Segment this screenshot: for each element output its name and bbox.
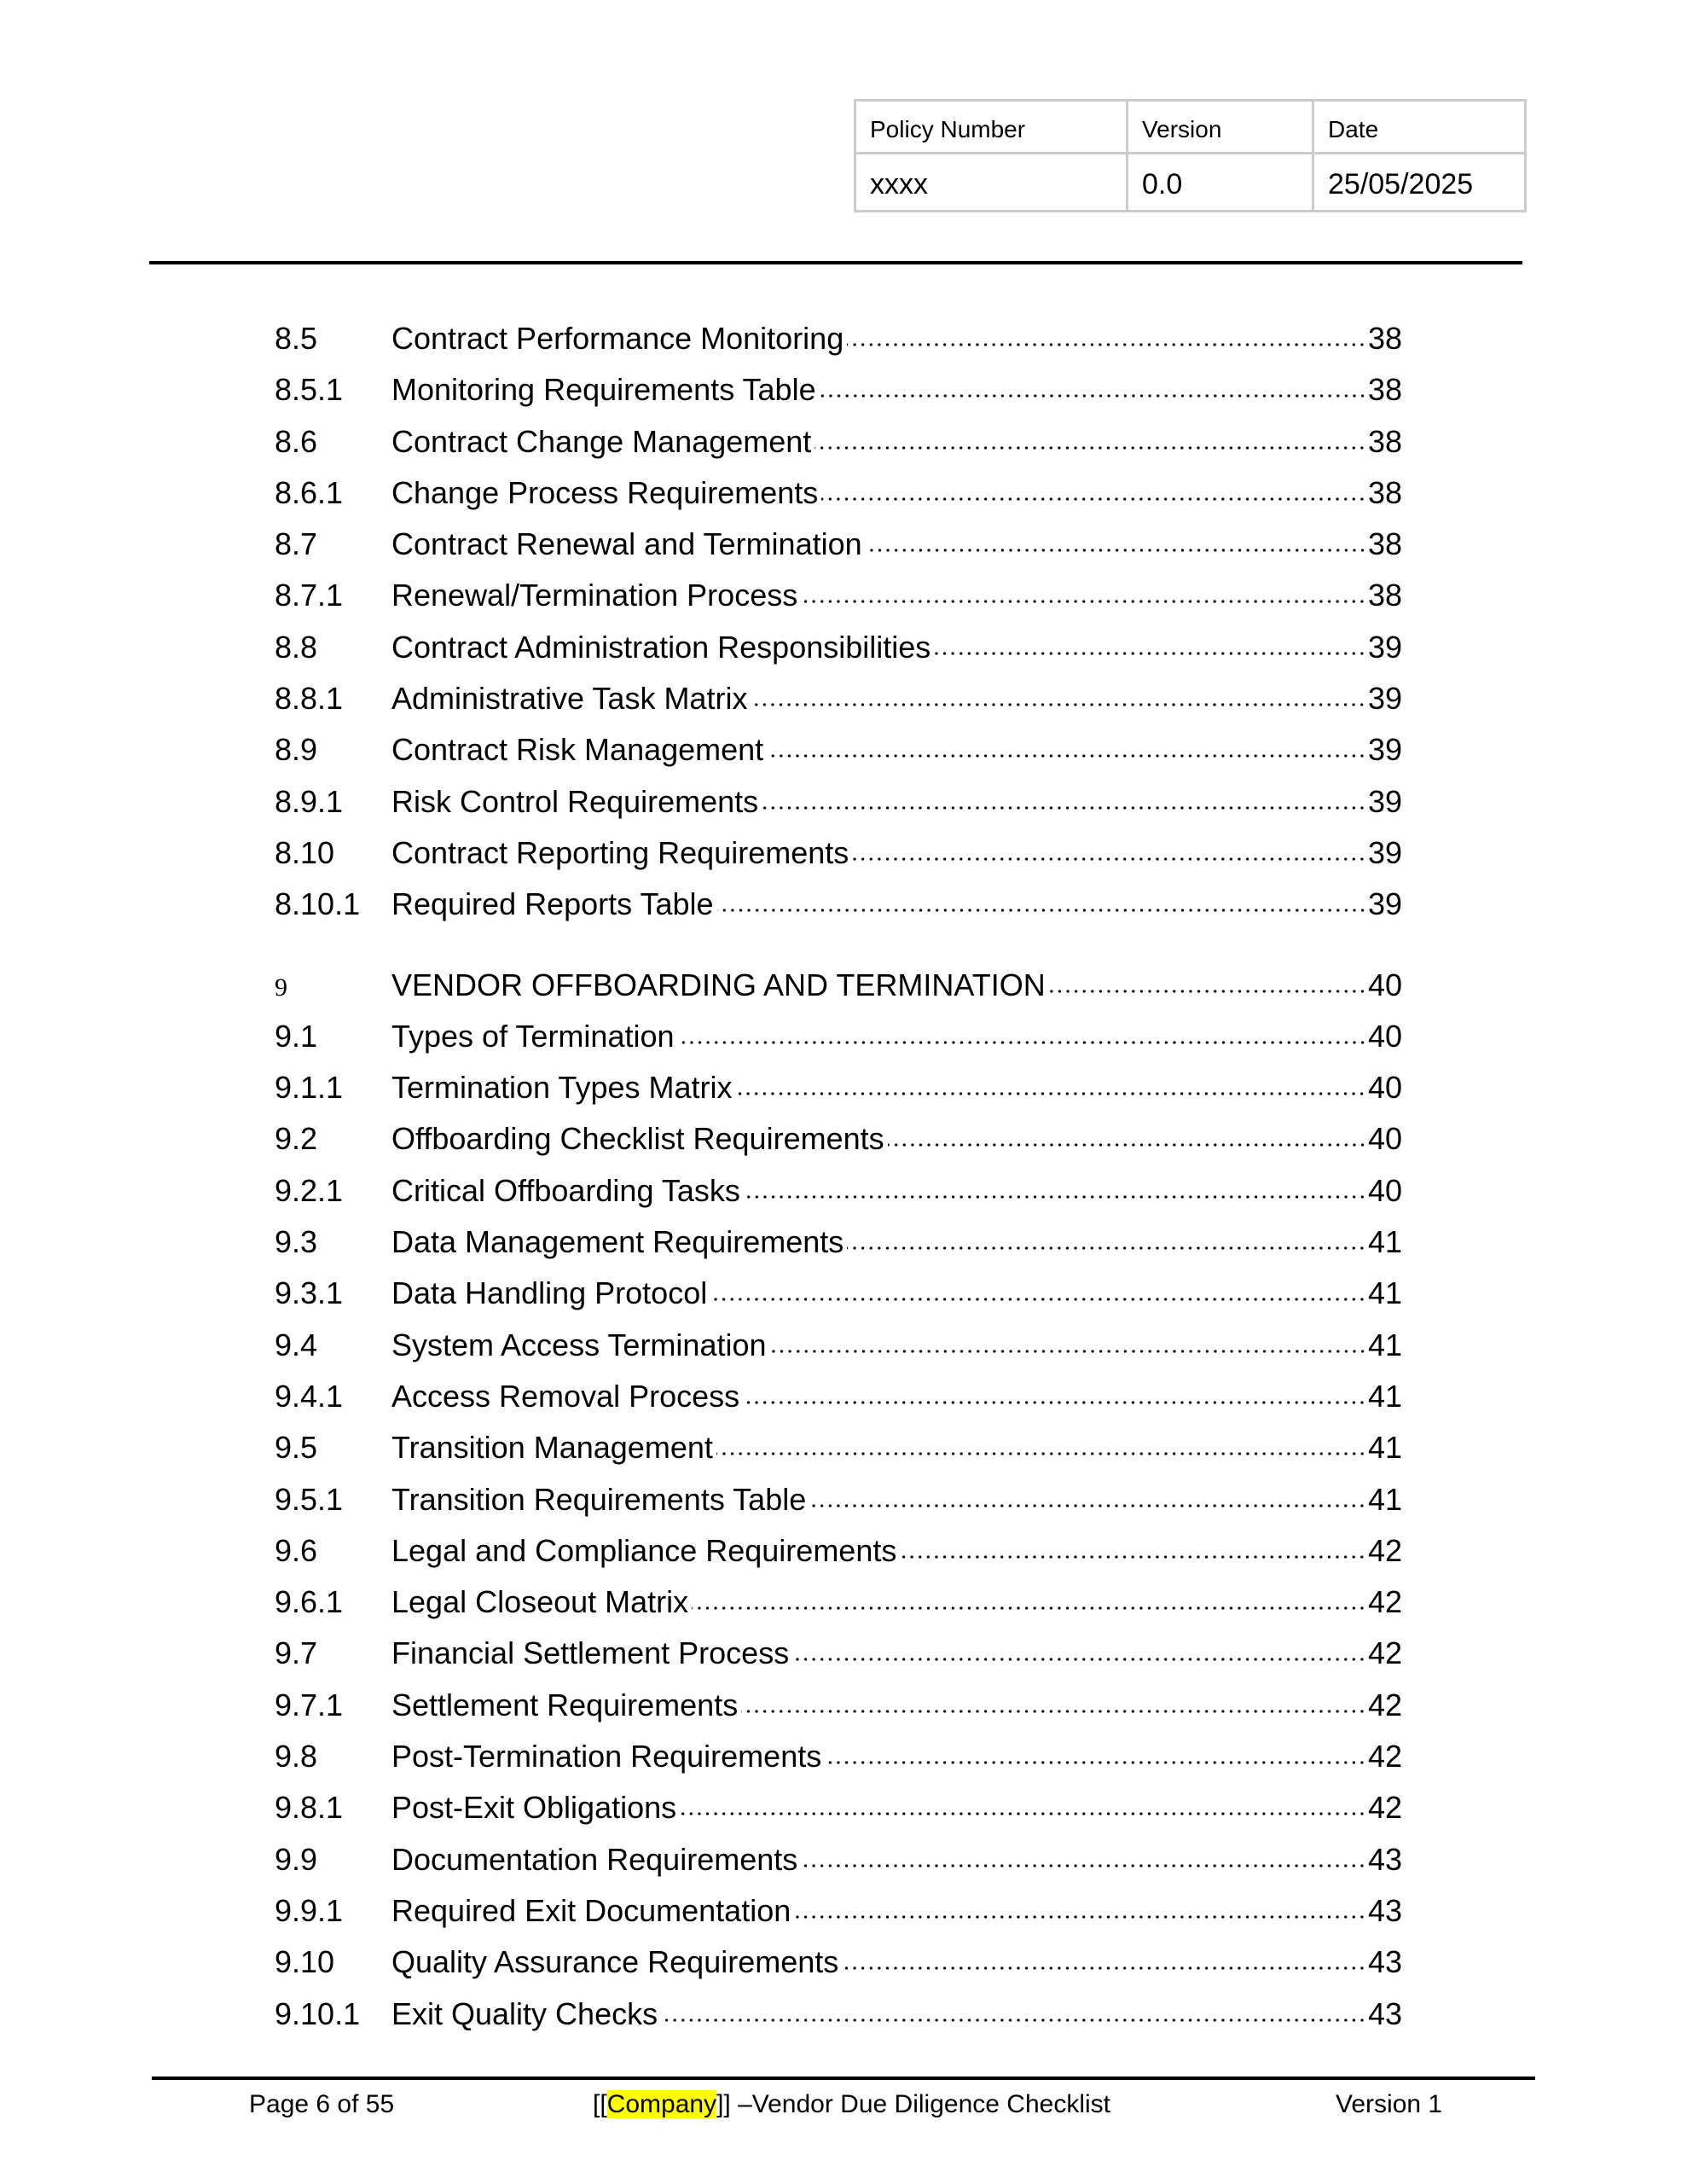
toc-entry[interactable] bbox=[275, 776, 1402, 828]
toc-entry[interactable] bbox=[275, 1937, 1402, 1988]
dot-leader bbox=[888, 1143, 1366, 1147]
toc-entry-page[interactable]: 43 bbox=[1367, 1892, 1402, 1928]
toc-entry-page[interactable]: 43 bbox=[1367, 1995, 1402, 2031]
toc-entry[interactable] bbox=[275, 1680, 1402, 1731]
toc-entry-title[interactable]: Required Exit Documentation bbox=[391, 1892, 791, 1928]
toc-entry[interactable] bbox=[275, 1165, 1402, 1217]
toc-entry-number: 9.7 bbox=[275, 1635, 318, 1671]
toc-entry-title[interactable]: Transition Requirements Table bbox=[391, 1481, 807, 1517]
dot-leader bbox=[692, 1606, 1366, 1610]
dot-leader bbox=[815, 446, 1366, 450]
toc-entry-page[interactable]: 43 bbox=[1367, 1944, 1402, 1980]
toc-entry[interactable] bbox=[275, 416, 1402, 468]
toc-entry-title[interactable]: Exit Quality Checks bbox=[391, 1995, 658, 2031]
dot-leader bbox=[792, 1658, 1366, 1661]
toc-entry[interactable] bbox=[275, 1268, 1402, 1319]
toc-entry-number: 9.3 bbox=[275, 1224, 318, 1260]
dot-leader bbox=[847, 343, 1366, 346]
toc-entry-page[interactable]: 39 bbox=[1367, 732, 1402, 768]
toc-entry-title[interactable]: Data Handling Protocol bbox=[391, 1275, 708, 1311]
date-value: 25/05/2025 bbox=[1313, 154, 1526, 212]
toc-entry-number: 9.1 bbox=[275, 1018, 318, 1054]
toc-entry[interactable] bbox=[275, 1577, 1402, 1628]
toc-entry-number: 8.8 bbox=[275, 629, 318, 665]
header-values-row bbox=[855, 154, 1526, 212]
toc-entry-number: 9.3.1 bbox=[275, 1275, 344, 1311]
section-gap bbox=[275, 931, 1402, 960]
dot-leader bbox=[770, 1350, 1366, 1353]
dot-leader bbox=[794, 1915, 1366, 1919]
toc-entry-title[interactable]: System Access Termination bbox=[391, 1327, 767, 1362]
toc-entry-page[interactable]: 38 bbox=[1367, 321, 1402, 356]
toc-entry-title[interactable]: Contract Renewal and Termination bbox=[391, 526, 862, 562]
dot-leader bbox=[762, 806, 1366, 810]
toc-entry-number: 8.9 bbox=[275, 732, 318, 768]
toc-entry[interactable] bbox=[275, 1885, 1402, 1937]
dot-leader bbox=[743, 1401, 1366, 1404]
toc-entry-page[interactable]: 41 bbox=[1367, 1224, 1402, 1260]
toc-entry-title[interactable]: Data Management Requirements bbox=[391, 1224, 844, 1260]
toc-entry-number: 8.6 bbox=[275, 423, 318, 459]
toc-entry-page[interactable]: 41 bbox=[1367, 1275, 1402, 1311]
toc-entry-number: 9.7.1 bbox=[275, 1687, 344, 1722]
toc-entry-title[interactable]: Administrative Task Matrix bbox=[391, 681, 748, 717]
toc-entry-number: 8.7 bbox=[275, 526, 318, 562]
toc-entry[interactable] bbox=[275, 1989, 1402, 2040]
toc-entry-number: 9.8.1 bbox=[275, 1790, 344, 1826]
toc-entry-title[interactable]: Transition Management bbox=[391, 1430, 713, 1466]
toc-entry-number: 8.8.1 bbox=[275, 681, 344, 717]
toc-entry-page[interactable]: 42 bbox=[1367, 1739, 1402, 1774]
toc-entry[interactable] bbox=[275, 1628, 1402, 1679]
toc-entry[interactable] bbox=[275, 1834, 1402, 1885]
toc-entry[interactable] bbox=[275, 519, 1402, 570]
toc-entry-number: 8.5 bbox=[275, 321, 318, 356]
policy-number-value: xxxx bbox=[855, 154, 1128, 212]
footer-document-title bbox=[593, 2088, 1110, 2122]
toc-entry-number: 9.8 bbox=[275, 1739, 318, 1774]
toc-entry-title[interactable]: Renewal/Termination Process bbox=[391, 578, 798, 613]
toc-entry-page[interactable]: 39 bbox=[1367, 681, 1402, 717]
toc-entry-page[interactable]: 38 bbox=[1367, 423, 1402, 459]
toc-entry-page[interactable]: 38 bbox=[1367, 578, 1402, 613]
toc-entry-number: 9.6 bbox=[275, 1532, 318, 1568]
dot-leader bbox=[852, 857, 1366, 861]
dot-leader bbox=[680, 1812, 1366, 1815]
toc-entry[interactable] bbox=[275, 1217, 1402, 1268]
dot-leader bbox=[809, 1504, 1366, 1507]
toc-entry-number: 9.5 bbox=[275, 1430, 318, 1466]
toc-entry-title[interactable]: Contract Reporting Requirements bbox=[391, 834, 849, 870]
toc-entry-number: 9.9.1 bbox=[275, 1892, 344, 1928]
toc-entry-page[interactable]: 39 bbox=[1367, 783, 1402, 819]
dot-leader bbox=[801, 600, 1366, 603]
footer-title-prefix: [[ bbox=[593, 2090, 607, 2118]
dot-leader bbox=[820, 394, 1366, 398]
toc-entry-page[interactable]: 38 bbox=[1367, 372, 1402, 408]
toc-entry[interactable] bbox=[275, 879, 1402, 930]
toc-entry-number: 8.6.1 bbox=[275, 474, 344, 510]
toc-entry[interactable] bbox=[275, 673, 1402, 724]
toc-entry[interactable] bbox=[275, 1320, 1402, 1371]
dot-leader bbox=[741, 1710, 1366, 1713]
toc-entry-number: 9.2 bbox=[275, 1121, 318, 1157]
toc-entry-title[interactable]: Change Process Requirements bbox=[391, 474, 819, 510]
toc-section-9 bbox=[275, 960, 1402, 2040]
toc-entry[interactable] bbox=[275, 468, 1402, 519]
policy-header-table bbox=[854, 99, 1527, 212]
toc-entry-number: 8.10 bbox=[275, 834, 335, 870]
dot-leader bbox=[866, 549, 1366, 552]
toc-entry-page[interactable]: 39 bbox=[1367, 886, 1402, 922]
toc-entry-title[interactable]: Contract Performance Monitoring bbox=[391, 321, 844, 356]
toc-entry-number: 8.5.1 bbox=[275, 372, 344, 408]
toc-entry-page[interactable]: 40 bbox=[1367, 1172, 1402, 1208]
footer-divider bbox=[152, 2077, 1535, 2080]
toc-entry-page[interactable]: 42 bbox=[1367, 1584, 1402, 1620]
dot-leader bbox=[744, 1195, 1366, 1199]
toc-chapter-page[interactable]: 40 bbox=[1367, 967, 1402, 1002]
header-labels-row bbox=[855, 101, 1526, 154]
toc-entry-title[interactable]: Access Removal Process bbox=[391, 1378, 740, 1414]
toc-entry-number: 9.4 bbox=[275, 1327, 318, 1362]
toc-entry-page[interactable]: 41 bbox=[1367, 1378, 1402, 1414]
toc-entry[interactable] bbox=[275, 1474, 1402, 1525]
toc-entry-title[interactable]: Post-Exit Obligations bbox=[391, 1790, 677, 1826]
toc-entry-title[interactable]: Contract Administration Responsibilities bbox=[391, 629, 931, 665]
dot-leader bbox=[801, 1864, 1366, 1867]
toc-entry-page[interactable]: 40 bbox=[1367, 1070, 1402, 1106]
toc-entry-page[interactable]: 42 bbox=[1367, 1532, 1402, 1568]
toc-entry-number: 9.9 bbox=[275, 1841, 318, 1877]
toc-entry-title[interactable]: Contract Change Management bbox=[391, 423, 812, 459]
dot-leader bbox=[735, 1092, 1365, 1095]
toc-entry[interactable] bbox=[275, 828, 1402, 879]
date-label: Date bbox=[1313, 101, 1526, 154]
toc-entry[interactable] bbox=[275, 1371, 1402, 1422]
toc-entry[interactable] bbox=[275, 1011, 1402, 1062]
dot-leader bbox=[710, 1298, 1366, 1301]
dot-leader bbox=[825, 1761, 1366, 1764]
dot-leader bbox=[842, 1966, 1366, 1970]
toc-chapter-heading[interactable] bbox=[275, 960, 1402, 1011]
version-value: 0.0 bbox=[1128, 154, 1313, 212]
policy-number-label: Policy Number bbox=[855, 101, 1128, 154]
toc-entry[interactable] bbox=[275, 724, 1402, 775]
toc-entry-title[interactable]: Critical Offboarding Tasks bbox=[391, 1172, 740, 1208]
dot-leader bbox=[751, 703, 1366, 706]
dot-leader bbox=[717, 909, 1366, 912]
toc-entry-page[interactable]: 41 bbox=[1367, 1481, 1402, 1517]
toc-entry-title[interactable]: Monitoring Requirements Table bbox=[391, 372, 816, 408]
version-label: Version bbox=[1128, 101, 1313, 154]
dot-leader bbox=[678, 1041, 1366, 1044]
company-placeholder-highlight: Company bbox=[606, 2090, 717, 2118]
toc-entry[interactable] bbox=[275, 1731, 1402, 1782]
toc-entry-title[interactable]: Offboarding Checklist Requirements bbox=[391, 1121, 884, 1157]
toc-entry-title[interactable]: Documentation Requirements bbox=[391, 1841, 798, 1877]
toc-entry-title[interactable]: Post-Termination Requirements bbox=[391, 1739, 822, 1774]
toc-section-8 bbox=[275, 313, 1402, 931]
toc-entry-page[interactable]: 40 bbox=[1367, 1121, 1402, 1157]
toc-entry-number: 9.2.1 bbox=[275, 1172, 344, 1208]
toc-entry[interactable] bbox=[275, 1422, 1402, 1473]
toc-entry[interactable] bbox=[275, 622, 1402, 673]
toc-entry-page[interactable]: 39 bbox=[1367, 629, 1402, 665]
toc-entry-title[interactable]: Required Reports Table bbox=[391, 886, 714, 922]
toc-entry[interactable] bbox=[275, 1782, 1402, 1833]
toc-entry-title[interactable]: Quality Assurance Requirements bbox=[391, 1944, 839, 1980]
toc-entry-number: 9.6.1 bbox=[275, 1584, 344, 1620]
toc-chapter-title[interactable]: VENDOR OFFBOARDING AND TERMINATION bbox=[391, 967, 1046, 1002]
toc-entry-page[interactable]: 38 bbox=[1367, 474, 1402, 510]
toc-entry-page[interactable]: 43 bbox=[1367, 1841, 1402, 1877]
toc-entry-number: 9.5.1 bbox=[275, 1481, 344, 1517]
toc-entry-number: 8.9.1 bbox=[275, 783, 344, 819]
dot-leader bbox=[934, 652, 1366, 655]
toc-entry-page[interactable]: 41 bbox=[1367, 1430, 1402, 1466]
toc-entry-page[interactable]: 42 bbox=[1367, 1635, 1402, 1671]
toc-entry-title[interactable]: Settlement Requirements bbox=[391, 1687, 739, 1722]
toc-entry[interactable] bbox=[275, 313, 1402, 364]
toc-entry-number: 9.4.1 bbox=[275, 1378, 344, 1414]
dot-leader bbox=[767, 754, 1366, 758]
footer-version: Version 1 bbox=[1336, 2090, 1443, 2118]
toc-entry-number: 9.10 bbox=[275, 1944, 335, 1980]
toc-entry-number: 8.10.1 bbox=[275, 886, 361, 922]
toc-entry-number: 9.10.1 bbox=[275, 1995, 361, 2031]
toc-entry[interactable] bbox=[275, 364, 1402, 415]
toc-entry-page[interactable]: 42 bbox=[1367, 1687, 1402, 1722]
toc-entry-number: 8.7.1 bbox=[275, 578, 344, 613]
toc-entry[interactable] bbox=[275, 1113, 1402, 1165]
dot-leader bbox=[900, 1555, 1366, 1559]
toc-chapter-number: 9 bbox=[275, 973, 287, 1002]
toc-entry-page[interactable]: 42 bbox=[1367, 1790, 1402, 1826]
header-divider bbox=[149, 261, 1522, 264]
toc-entry-title[interactable]: Contract Risk Management bbox=[391, 732, 764, 768]
toc-entry-number: 9.1.1 bbox=[275, 1070, 344, 1106]
footer-title-suffix: ]] –Vendor Due Diligence Checklist bbox=[716, 2090, 1110, 2118]
toc-entry-title[interactable]: Termination Types Matrix bbox=[391, 1070, 733, 1106]
toc-entry-title[interactable]: Legal and Compliance Requirements bbox=[391, 1532, 897, 1568]
footer-page-number: Page 6 of 55 bbox=[249, 2090, 395, 2118]
dot-leader bbox=[821, 497, 1366, 501]
toc-entry[interactable] bbox=[275, 1062, 1402, 1113]
dot-leader bbox=[716, 1452, 1366, 1455]
toc-entry-title[interactable]: Risk Control Requirements bbox=[391, 783, 759, 819]
table-of-contents bbox=[275, 313, 1402, 2040]
dot-leader bbox=[847, 1246, 1366, 1250]
toc-entry-page[interactable]: 38 bbox=[1367, 526, 1402, 562]
toc-entry-title[interactable]: Legal Closeout Matrix bbox=[391, 1584, 689, 1620]
toc-entry-page[interactable]: 40 bbox=[1367, 1018, 1402, 1054]
toc-entry[interactable] bbox=[275, 1525, 1402, 1577]
toc-entry-title[interactable]: Financial Settlement Process bbox=[391, 1635, 790, 1671]
dot-leader bbox=[1049, 990, 1366, 993]
toc-entry[interactable] bbox=[275, 570, 1402, 621]
toc-entry-title[interactable]: Types of Termination bbox=[391, 1018, 675, 1054]
toc-entry-page[interactable]: 41 bbox=[1367, 1327, 1402, 1362]
toc-entry-page[interactable]: 39 bbox=[1367, 834, 1402, 870]
dot-leader bbox=[661, 2018, 1366, 2022]
